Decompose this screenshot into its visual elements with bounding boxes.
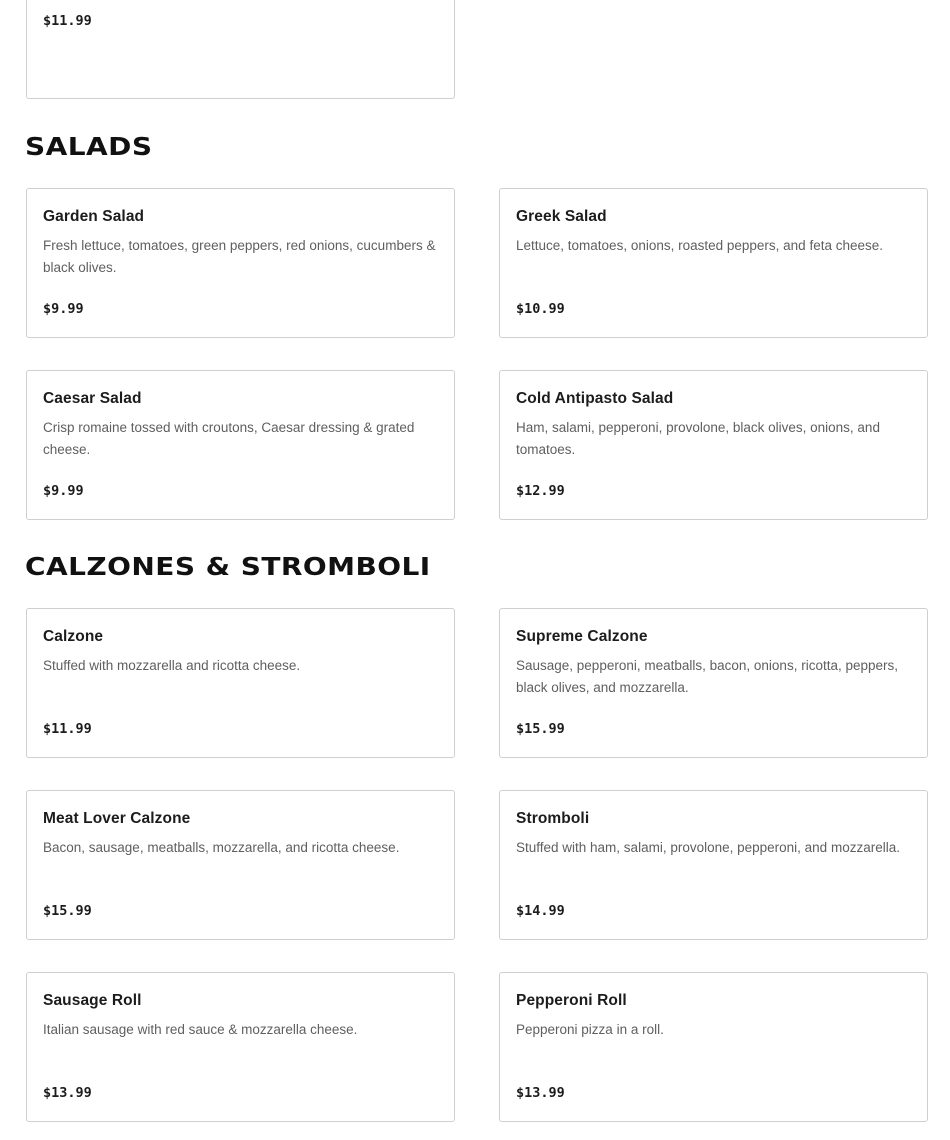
item-description: Stuffed with ham, salami, provolone, pepperoni, and mozzarella.: [516, 840, 900, 855]
item-name: Cold Antipasto Salad: [516, 390, 674, 407]
item-name: Garden Salad: [43, 208, 145, 225]
menu-item-card[interactable]: [26, 972, 455, 1122]
item-name: Pepperoni Roll: [516, 992, 627, 1009]
item-description: Crisp romaine tossed with croutons, Caesar dressing & grated cheese.: [43, 420, 415, 457]
item-name: Meat Lover Calzone: [43, 810, 191, 827]
item-description: Pepperoni pizza in a roll.: [516, 1022, 664, 1037]
item-price: $10.99: [516, 301, 565, 317]
item-price: $9.99: [43, 301, 84, 317]
item-price: $11.99: [43, 721, 92, 737]
item-name: Supreme Calzone: [516, 628, 648, 645]
menu-item-card[interactable]: [499, 370, 928, 520]
item-price: $15.99: [516, 721, 565, 737]
item-name: Sausage Roll: [43, 992, 142, 1009]
item-description: Bacon, sausage, meatballs, mozzarella, and ricotta cheese.: [43, 840, 400, 855]
menu-item-card[interactable]: [499, 972, 928, 1122]
item-name: Caesar Salad: [43, 390, 142, 407]
menu-item-card[interactable]: [26, 790, 455, 940]
item-name: Calzone: [43, 628, 104, 645]
menu-item-card[interactable]: [26, 188, 455, 338]
item-description: Lettuce, tomatoes, onions, roasted peppers, and feta cheese.: [516, 238, 883, 253]
item-price: $14.99: [516, 903, 565, 919]
item-description: Stuffed with mozzarella and ricotta cheese.: [43, 658, 301, 673]
item-name: Greek Salad: [516, 208, 607, 225]
section-title-salads: SALADS: [25, 132, 153, 161]
item-price: $12.99: [516, 483, 565, 499]
item-description: Ham, salami, pepperoni, provolone, black olives, onions, and tomatoes.: [516, 420, 880, 457]
section-title-calzones-stromboli: CALZONES & STROMBOLI: [25, 552, 431, 581]
item-price: $9.99: [43, 483, 84, 499]
item-price: $15.99: [43, 903, 92, 919]
item-name: Stromboli: [516, 810, 590, 827]
item-price: $11.99: [43, 13, 92, 29]
menu-item-card[interactable]: [499, 790, 928, 940]
item-description: Sausage, pepperoni, meatballs, bacon, onions, ricotta, peppers, black olives, and mozzarella.: [516, 658, 898, 695]
item-price: $13.99: [516, 1085, 565, 1101]
item-description: Fresh lettuce, tomatoes, green peppers, red onions, cucumbers & black olives.: [43, 238, 436, 275]
menu-item-card[interactable]: [26, 0, 455, 99]
menu-item-card[interactable]: [499, 608, 928, 758]
menu-item-card[interactable]: [499, 188, 928, 338]
menu-item-card[interactable]: [26, 608, 455, 758]
menu-item-card[interactable]: [26, 370, 455, 520]
item-description: Italian sausage with red sauce & mozzarella cheese.: [43, 1022, 358, 1037]
item-price: $13.99: [43, 1085, 92, 1101]
